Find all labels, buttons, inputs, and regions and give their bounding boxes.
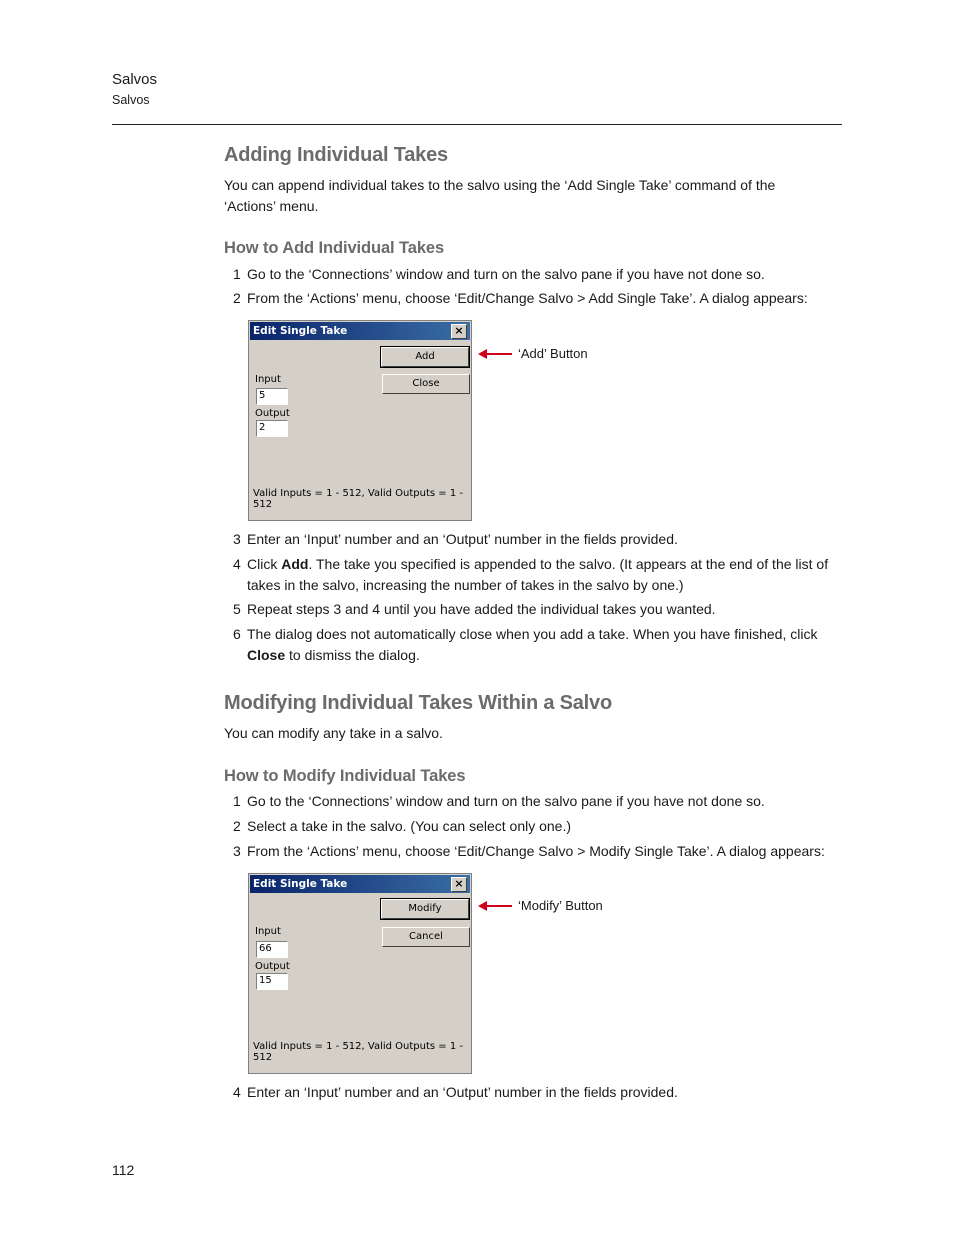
step-number: 3 [233, 531, 241, 547]
step-number: 1 [233, 793, 241, 809]
callout-add-button [478, 346, 588, 361]
step-number: 1 [233, 266, 241, 282]
list-item [224, 841, 842, 862]
section-intro-modifying: You can modify any take in a salvo. [224, 725, 443, 741]
step-text: From the ‘Actions’ menu, choose ‘Edit/Change Salvo > Modify Single Take’. A dialog appears: [247, 843, 825, 859]
list-item [224, 816, 842, 837]
emphasis-add: Add [281, 556, 309, 572]
subsection-title-modify: How to Modify Individual Takes [224, 767, 466, 785]
emphasis-close: Close [247, 647, 286, 663]
output-label: Output [255, 408, 290, 419]
edit-single-take-dialog-modify [248, 873, 472, 1074]
list-item [224, 264, 842, 285]
step-number: 4 [233, 556, 241, 572]
step-number: 2 [233, 818, 241, 834]
close-button[interactable]: Close [382, 374, 470, 394]
input-field[interactable]: 5 [256, 388, 288, 405]
list-item [224, 554, 842, 596]
valid-range-text: Valid Inputs = 1 - 512, Valid Outputs = 1 - 512 [253, 488, 463, 510]
step-number: 2 [233, 290, 241, 306]
subsection-title-add: How to Add Individual Takes [224, 239, 445, 257]
step-text: Repeat steps 3 and 4 until you have added the individual takes you wanted. [247, 601, 716, 617]
step-number: 4 [233, 1084, 241, 1100]
list-item [224, 529, 842, 550]
output-field[interactable]: 2 [256, 420, 288, 437]
cancel-button[interactable]: Cancel [382, 927, 470, 947]
step-text: Go to the ‘Connections’ window and turn on the salvo pane if you have not done so. [247, 266, 765, 282]
step-number: 5 [233, 601, 241, 617]
input-label: Input [255, 926, 281, 937]
step-text: Select a take in the salvo. (You can select only one.) [247, 818, 572, 834]
close-icon[interactable]: × [451, 877, 467, 892]
running-header-section: Salvos [112, 93, 150, 107]
step-text: Go to the ‘Connections’ window and turn on the salvo pane if you have not done so. [247, 793, 765, 809]
section-title-modifying: Modifying Individual Takes Within a Salvo [224, 692, 612, 714]
step-text: The dialog does not automatically close when you add a take. When you have finished, click Close to dismiss the dialog. [247, 626, 818, 663]
callout-label: ‘Add’ Button [518, 346, 588, 361]
arrow-left-icon [478, 349, 512, 359]
modify-button[interactable]: Modify [381, 899, 469, 919]
edit-single-take-dialog-add [248, 320, 472, 521]
list-item [224, 599, 842, 620]
header-rule [112, 124, 842, 125]
dialog-title-bar [250, 322, 470, 340]
list-item [224, 791, 842, 812]
step-text: Click Add. The take you specified is appended to the salvo. (It appears at the end of the list of takes in the salvo, increasing the number of takes in the salvo by one.) [247, 556, 829, 593]
output-field[interactable]: 15 [256, 973, 288, 990]
section-title-adding: Adding Individual Takes [224, 144, 448, 166]
section-intro-adding: You can append individual takes to the salvo using the ‘Add Single Take’ command of the ‘Actions’ menu. [224, 177, 776, 214]
arrow-left-icon [478, 901, 512, 911]
dialog-title: Edit Single Take [253, 878, 348, 890]
page-number: 112 [112, 1162, 135, 1178]
step-number: 3 [233, 843, 241, 859]
list-item [224, 624, 842, 666]
list-item [224, 288, 842, 309]
running-header-chapter: Salvos [112, 71, 158, 88]
step-text: Enter an ‘Input’ number and an ‘Output’ number in the fields provided. [247, 531, 678, 547]
dialog-title-bar [250, 875, 470, 893]
valid-range-text: Valid Inputs = 1 - 512, Valid Outputs = 1 - 512 [253, 1041, 463, 1063]
output-label: Output [255, 961, 290, 972]
list-item [224, 1082, 842, 1103]
step-text: From the ‘Actions’ menu, choose ‘Edit/Change Salvo > Add Single Take’. A dialog appears: [247, 290, 808, 306]
input-label: Input [255, 374, 281, 385]
callout-label: ‘Modify’ Button [518, 898, 603, 913]
callout-modify-button [478, 898, 603, 913]
input-field[interactable]: 66 [256, 941, 288, 958]
close-icon[interactable]: × [451, 324, 467, 339]
step-number: 6 [233, 626, 241, 642]
dialog-title: Edit Single Take [253, 325, 348, 337]
step-text: Enter an ‘Input’ number and an ‘Output’ number in the fields provided. [247, 1084, 678, 1100]
add-button[interactable]: Add [381, 347, 469, 367]
